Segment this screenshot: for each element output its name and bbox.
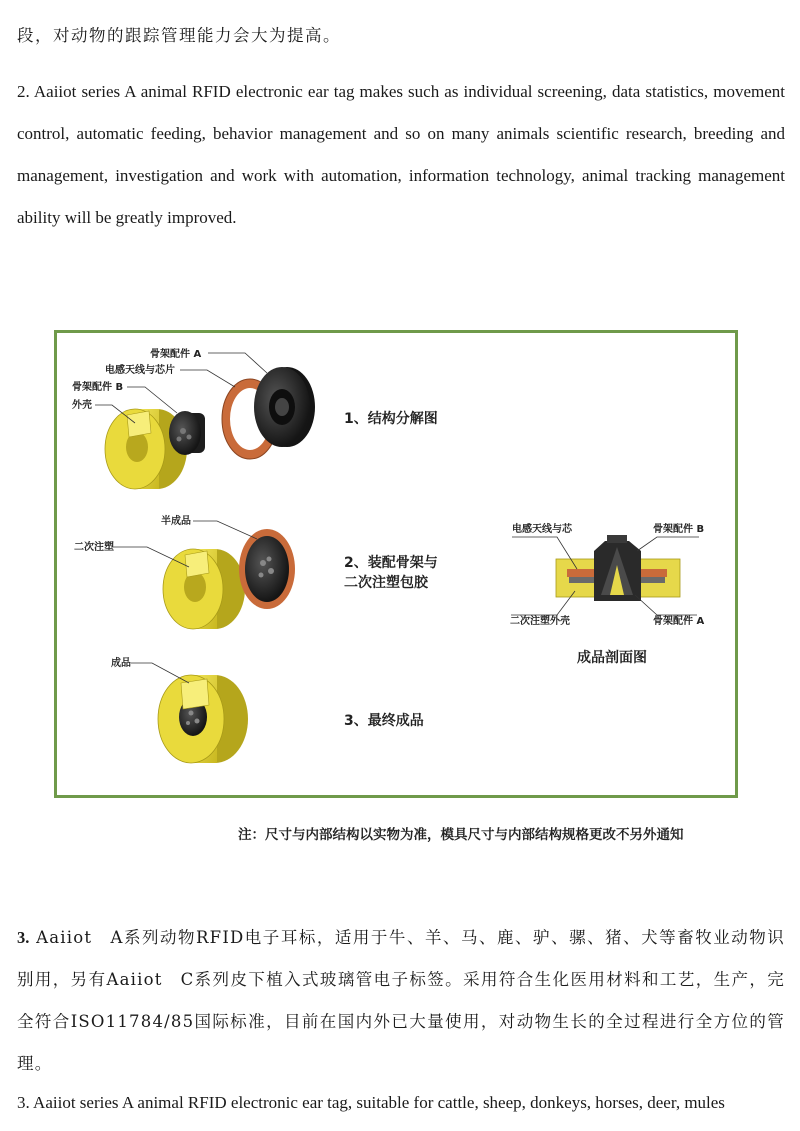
frame-a-part [254,367,315,447]
section-label-frame-a: 骨架配件 A [653,616,705,627]
semi-product [239,529,295,609]
step-1-title: 1、结构分解图 [344,411,438,427]
section-label-antenna: 电感天线与芯 [512,524,572,535]
figure-drawing [57,333,735,795]
paragraph-chinese-3-text: Aaiiot A系列动物RFID电子耳标，适用于牛、羊、马、鹿、驴、骡、猪、犬等畜牧业动物识别用，另有Aaiiot C系列皮下植入式玻璃管电子标签。采用符合生化医用材料和工艺，生产，完全符合ISO11784/85国际标准，目前在国内外已大量使用，对动物生长的全过程进行全方位的管理。 [17,928,785,1073]
exploded-parts [105,367,315,489]
step-2-title-line1: 2、装配骨架与 [344,555,438,571]
label-second-molding: 二次注塑 [74,542,114,553]
label-frame-b: 骨架配件 B [72,382,124,393]
frame-b-part [169,411,205,455]
label-frame-a: 骨架配件 A [150,349,202,360]
assembly-parts [163,529,295,629]
paragraph-english-2: 2. Aaiiot series A animal RFID electronic ear tag makes such as individual screening, data statistics, movement control, automatic feeding, behavior management and so on many animals scientific research, breeding and management, investigation and work with automation, information technology, animal tracking management ability will be greatly improved. [17,82,785,227]
figure-note: 注：尺寸与内部结构以实物为准，模具尺寸与内部结构规格更改不另外通知 [238,827,684,843]
paragraph-continuation: 段，对动物的跟踪管理能力会大为提高。 [17,26,341,45]
label-antenna-chip: 电感天线与芯片 [105,365,175,376]
paragraph-chinese-3 [17,917,785,1085]
section-caption: 成品剖面图 [577,650,647,666]
section-label-shell: 二次注塑外壳 [510,616,570,627]
structure-figure [54,330,738,798]
section-label-frame-b: 骨架配件 B [653,524,705,535]
step-2-title-line2: 二次注塑包胶 [344,575,428,591]
label-product: 成品 [111,658,131,669]
label-shell: 外壳 [72,400,92,411]
paragraph-number: 3. [17,928,30,947]
label-semi-product: 半成品 [161,516,191,527]
step-3-title: 3、最终成品 [344,713,424,729]
paragraph-english-3: 3. Aaiiot series A animal RFID electronic ear tag, suitable for cattle, sheep, donkeys, horses, deer, mules [17,1093,725,1112]
final-product [158,675,248,763]
second-molding-shell [163,549,245,629]
